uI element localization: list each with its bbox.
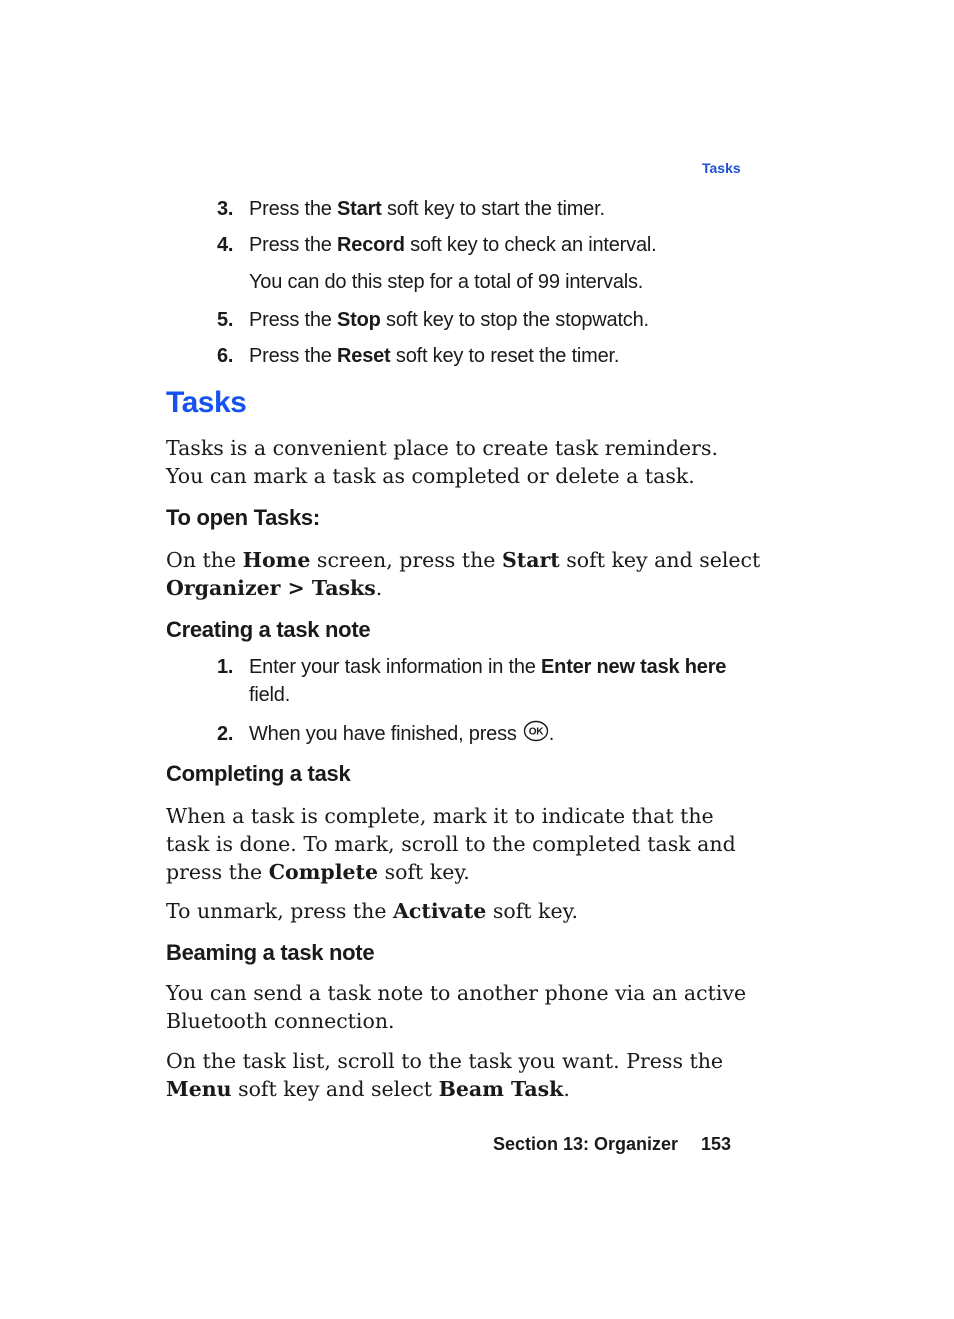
soft-key-name: Record	[337, 234, 405, 256]
creating-step-1-cont: field.	[249, 684, 291, 706]
section-title: Tasks	[166, 386, 247, 419]
step-number: 6.	[217, 345, 234, 367]
menu-option: Beam Task	[438, 1077, 564, 1101]
text: .	[375, 576, 383, 600]
beaming-paragraph-1	[166, 979, 746, 1035]
step-3	[217, 198, 605, 221]
text-line: When a task is complete, mark it to indicate that the	[166, 804, 714, 828]
beaming-paragraph-2	[166, 1047, 723, 1103]
menu-path: Organizer > Tasks	[166, 576, 376, 600]
step-text: .	[548, 723, 555, 745]
text-line: task is done. To mark, scroll to the completed task and	[166, 832, 736, 856]
step-4	[217, 234, 656, 257]
intro-line: Tasks is a convenient place to create task reminders.	[166, 436, 718, 460]
text: To unmark, press the	[166, 899, 393, 923]
heading-completing-task: Completing a task	[166, 761, 351, 786]
unmark-paragraph	[166, 897, 578, 925]
page-number: 153	[701, 1134, 732, 1154]
intro-paragraph	[166, 434, 718, 490]
step-text: Press the	[249, 309, 338, 331]
step-number: 3.	[217, 198, 234, 220]
intro-line: You can mark a task as completed or delete a task.	[166, 464, 695, 488]
soft-key-name: Activate	[392, 899, 487, 923]
soft-key-name: Complete	[268, 860, 379, 884]
heading-creating-task-note: Creating a task note	[166, 617, 371, 642]
bold-term: Home	[242, 548, 311, 572]
text: soft key.	[378, 860, 470, 884]
field-name: Enter new task here	[541, 656, 727, 678]
text: On the	[166, 548, 243, 572]
text-line: On the task list, scroll to the task you want. Press the	[166, 1049, 724, 1073]
footer-section-label: Section 13: Organizer	[493, 1134, 679, 1154]
step-text: When you have finished, press	[249, 723, 517, 745]
text-line: Bluetooth connection.	[166, 1009, 395, 1033]
text: .	[563, 1077, 570, 1101]
text: soft key.	[486, 899, 578, 923]
step-text: Press the	[249, 345, 338, 367]
step-text: soft key to start the timer.	[381, 198, 605, 220]
bold-term: Start	[501, 548, 560, 572]
completing-paragraph	[166, 802, 736, 886]
text: screen, press the	[310, 548, 502, 572]
step-number: 2.	[217, 723, 234, 745]
step-number: 1.	[217, 656, 234, 678]
soft-key-name: Menu	[166, 1077, 232, 1101]
open-tasks-paragraph	[166, 546, 760, 602]
step-number: 5.	[217, 309, 234, 331]
ok-key-icon	[523, 720, 549, 748]
running-header-tab: Tasks	[702, 160, 741, 176]
text: soft key and select	[559, 548, 761, 572]
soft-key-name: Start	[337, 198, 382, 220]
step-6	[217, 345, 619, 368]
soft-key-name: Reset	[337, 345, 391, 367]
heading-beaming-task-note: Beaming a task note	[166, 940, 375, 965]
step-text: Enter your task information in the	[249, 656, 542, 678]
step-text: soft key to stop the stopwatch.	[380, 309, 649, 331]
text: soft key and select	[231, 1077, 439, 1101]
ok-key-label: OK	[528, 726, 543, 738]
creating-step-2	[217, 720, 554, 748]
creating-step-1	[217, 656, 726, 679]
step-text: Press the	[249, 234, 338, 256]
step-number: 4.	[217, 234, 234, 256]
step-text: soft key to reset the timer.	[390, 345, 620, 367]
heading-open-tasks: To open Tasks:	[166, 505, 320, 530]
step-text: Press the	[249, 198, 338, 220]
soft-key-name: Stop	[337, 309, 381, 331]
step-4-note: You can do this step for a total of 99 intervals.	[249, 271, 644, 293]
text-line: You can send a task note to another phone via an active	[166, 981, 747, 1005]
text: press the	[166, 860, 269, 884]
step-text: soft key to check an interval.	[404, 234, 657, 256]
step-5	[217, 309, 649, 332]
